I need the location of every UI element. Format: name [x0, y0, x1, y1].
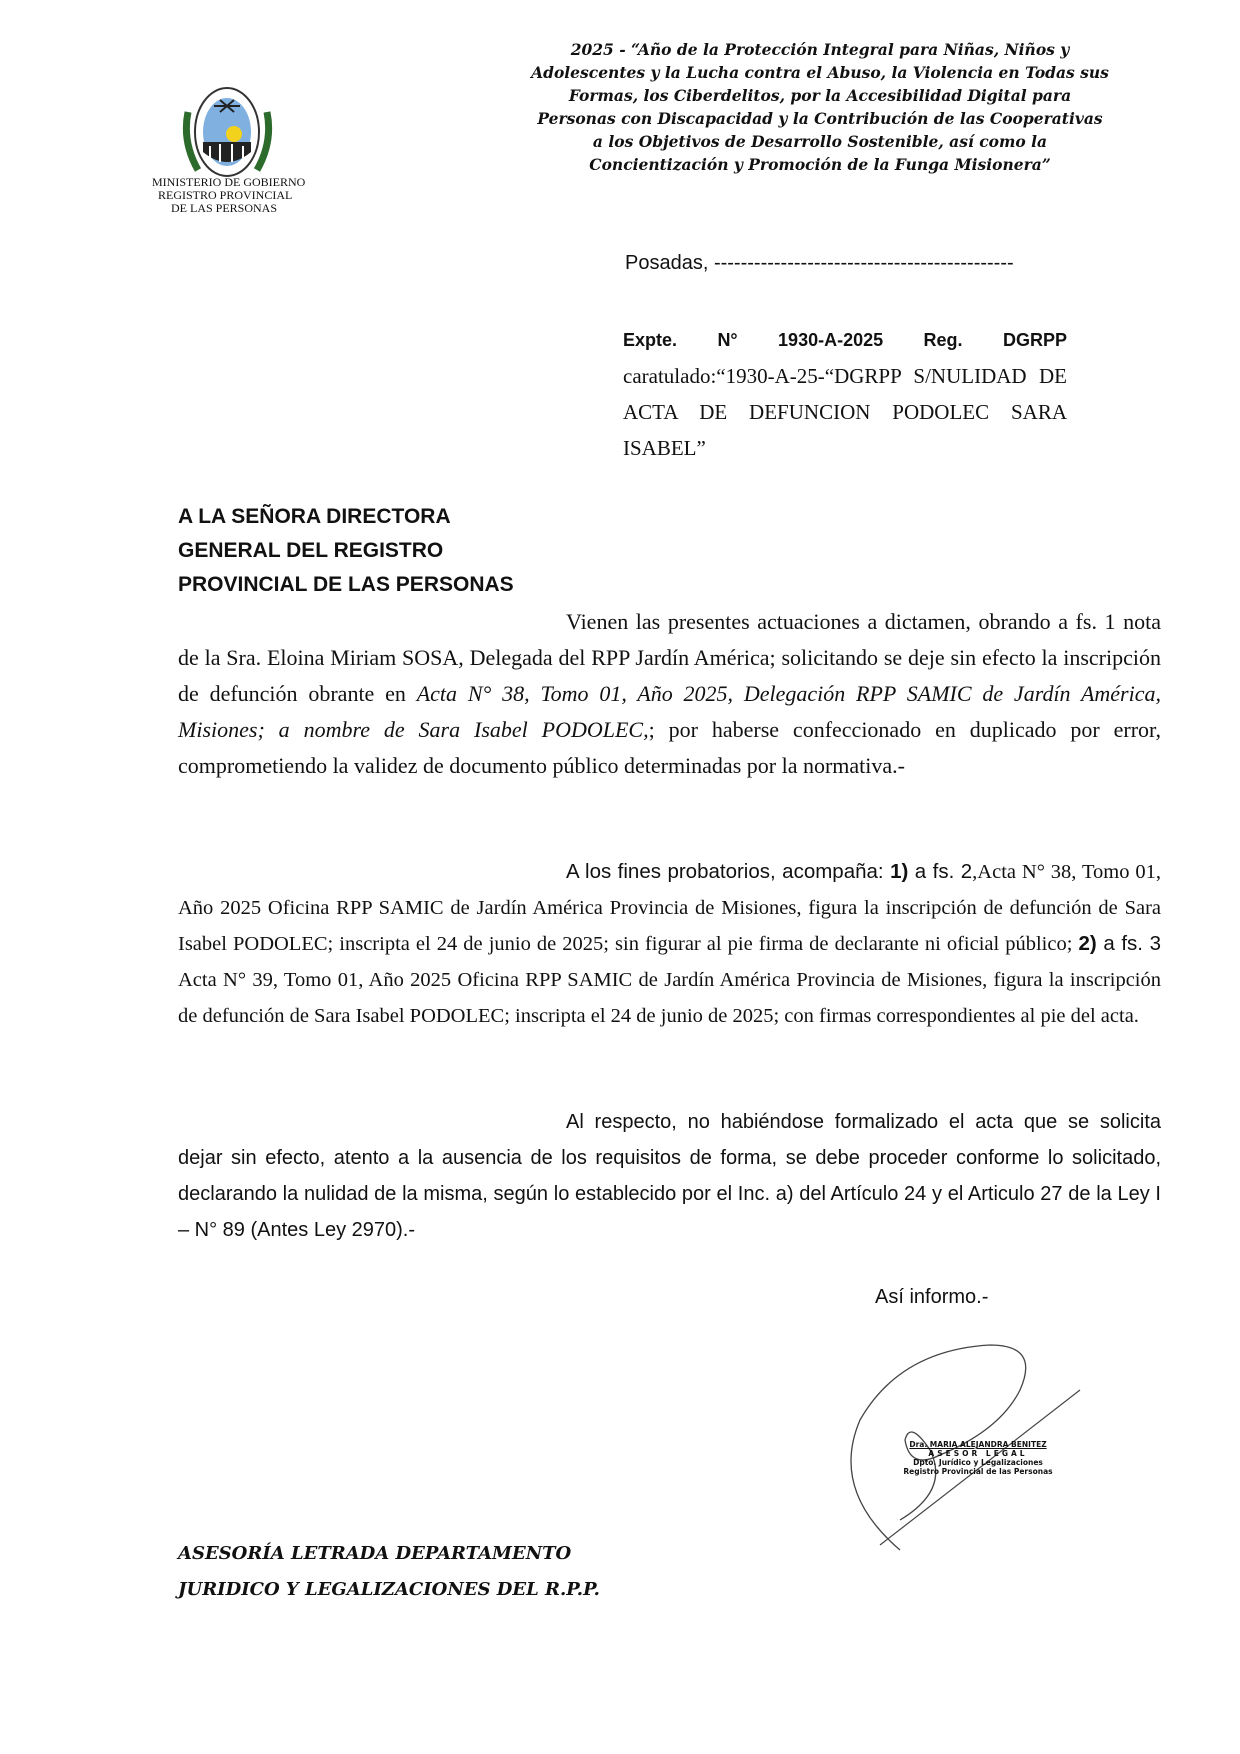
- p1-text: Vienen las presentes actuaciones a dictamen, obrando a fs. 1 nota de la Sra. Eloina Miriam SOSA, Delegada del RPP Jardín América; solicitando se deje sin efecto la inscripción de defunción obrante en: [178, 609, 1161, 706]
- paragraph-2: [178, 854, 1161, 1034]
- official-stamp: [893, 1440, 1063, 1476]
- office-footer: [178, 1536, 600, 1608]
- motto-line: 2025 - “Año de la Protección Integral para Niñas, Niños y: [570, 40, 1070, 59]
- file-reference: [623, 322, 1067, 466]
- motto-line: Personas con Discapacidad y la Contribución de las Cooperativas: [537, 109, 1103, 128]
- file-caption: caratulado:“1930-A-25-“DGRPP S/NULIDAD DE ACTA DE DEFUNCION PODOLEC SARA ISABEL”: [623, 364, 1067, 460]
- addressee: [178, 500, 514, 602]
- place-date: Posadas, ---------------------------------------------: [625, 252, 1014, 274]
- p2-text: a fs. 3: [1096, 932, 1161, 955]
- motto-line: Concientización y Promoción de la Funga Misionera”: [589, 155, 1051, 174]
- file-head-part: DGRPP: [1002, 330, 1067, 350]
- addressee-line: PROVINCIAL DE LAS PERSONAS: [178, 573, 514, 596]
- paragraph-1: [178, 604, 1161, 784]
- p2-text: A los fines probatorios, acompaña:: [566, 860, 891, 883]
- paragraph-3: [178, 1104, 1161, 1248]
- p2-item-1: 1): [890, 860, 909, 883]
- footer-line: JURIDICO Y LEGALIZACIONES DEL R.P.P.: [178, 1579, 600, 1600]
- motto-line: Adolescentes y la Lucha contra el Abuso, la Violencia en Todas sus: [531, 63, 1109, 82]
- p3-text: Al respecto, no habiéndose formalizado el acta que se solicita dejar sin efecto, atento a la ausencia de los requisitos de forma, se debe proceder conforme lo solicitado, declarando la nulidad de la misma, según lo establecido por el Inc. a) del Artículo 24 y el Articulo 27 de la Ley I – N° 89 (Antes Ley 2970).-: [178, 1111, 1161, 1241]
- file-head-part: Reg.: [923, 330, 963, 350]
- year-motto: [500, 38, 1140, 176]
- p1-italic: Acta N° 38, Tomo 01, Año 2025, Delegación RPP SAMIC de Jardín América, Misiones; a nombre de Sara Isabel PODOLEC,: [178, 681, 1161, 742]
- p2-text: ,Acta N° 38, Tomo 01, Año 2025 Oficina RPP SAMIC de Jardín América Provincia de Misiones, figura la inscripción de defunción de Sara Isabel PODOLEC; inscripta el 24 de junio de 2025; sin figurar al pie firma de declarante ni oficial público;: [178, 861, 1162, 955]
- seal-icon: [180, 82, 275, 182]
- stamp-line: Registro Provincial de las Personas: [903, 1467, 1053, 1476]
- stamp-line: ASESOR LEGAL: [928, 1449, 1028, 1458]
- p1-text: ; por haberse confeccionado en duplicado por error, comprometiendo la validez de documento público determinadas por la normativa.-: [178, 717, 1161, 778]
- p2-item-2: 2): [1078, 932, 1097, 955]
- footer-line: ASESORÍA LETRADA DEPARTAMENTO: [178, 1543, 572, 1564]
- file-head-part: N°: [717, 330, 738, 350]
- closing-text: Así informo.-: [875, 1286, 989, 1308]
- provincial-seal: [180, 82, 275, 182]
- ministry-line: REGISTRO PROVINCIAL: [158, 188, 293, 202]
- motto-line: Formas, los Ciberdelitos, por la Accesibilidad Digital para: [568, 86, 1072, 105]
- stamp-line: Dra. MARIA ALEJANDRA BENITEZ: [909, 1440, 1047, 1449]
- stamp-line: Dpto. Jurídico y Legalizaciones: [913, 1458, 1043, 1467]
- p2-text: Acta N° 39, Tomo 01, Año 2025 Oficina RPP SAMIC de Jardín América Provincia de Misiones, figura la inscripción de defunción de Sara Isabel PODOLEC; inscripta el 24 de junio de 2025; con firmas correspondientes al pie del acta.: [178, 969, 1161, 1027]
- ministry-line: DE LAS PERSONAS: [171, 201, 278, 215]
- ministry-line: MINISTERIO DE GOBIERNO: [152, 175, 306, 189]
- file-head-part: Expte.: [623, 330, 678, 350]
- addressee-line: GENERAL DEL REGISTRO: [178, 539, 444, 562]
- p2-text: a fs. 2: [908, 860, 973, 883]
- ministry-heading: [152, 176, 305, 215]
- file-number: 1930-A-2025: [778, 330, 884, 350]
- addressee-line: A LA SEÑORA DIRECTORA: [178, 505, 451, 528]
- motto-line: a los Objetivos de Desarrollo Sostenible, así como la: [592, 132, 1048, 151]
